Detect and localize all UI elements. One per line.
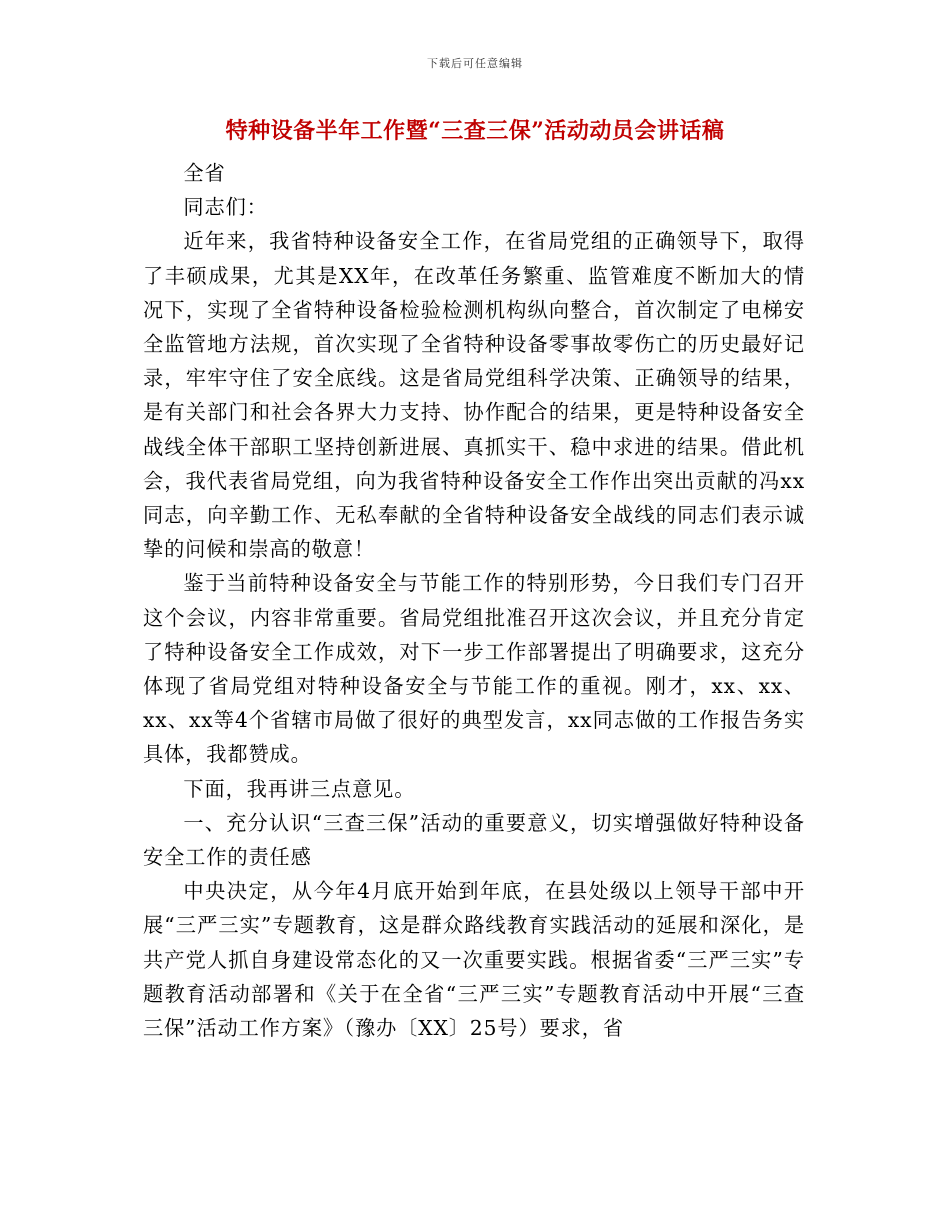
paragraph: 下面，我再讲三点意见。: [183, 776, 416, 801]
paragraph-salutation-2: 同志们：: [183, 195, 268, 220]
document-body: [143, 156, 805, 1045]
section-heading: 一、充分认识“三查三保”活动的重要意义，切实增强做好特种设备安全工作的责任感: [143, 810, 805, 870]
document-title: 特种设备半年工作暨“三查三保”活动动员会讲话稿: [225, 118, 725, 144]
paragraph-salutation-1: 全省: [183, 161, 226, 185]
paragraph: 近年来，我省特种设备安全工作，在省局党组的正确领导下，取得了丰硕成果，尤其是XX年，在改革任务繁重、监管难度不断加大的情况下，实现了全省特种设备检验检测机构纵向整合，首次制定了电梯安全监管地方法规，首次实现了全省特种设备零事故零伤亡的历史最好记录，牢牢守住了安全底线。这是省局党组科学决策、正确领导的结果，是有关部门和社会各界大力支持、协作配合的结果，更是特种设备安全战线全体干部职工坚持创新进展、真抓实干、稳中求进的结果。借此机会，我代表省局党组，向为我省特种设备安全工作作出突出贡献的冯xx同志，向辛勤工作、无私奉献的全省特种设备安全战线的同志们表示诚挚的问候和崇高的敬意！: [143, 229, 805, 562]
paragraph: 鉴于当前特种设备安全与节能工作的特别形势，今日我们专门召开这个会议，内容非常重要。省局党组批准召开这次会议，并且充分肯定了特种设备安全工作成效，对下一步工作部署提出了明确要求，这充分体现了省局党组对特种设备安全与节能工作的重视。刚才，xx、xx、xx、xx等4个省辖市局做了很好的典型发言，xx同志做的工作报告务实具体，我都赞成。: [143, 571, 805, 767]
page-header-note: 下载后可任意编辑: [427, 57, 523, 70]
paragraph: 中央决定，从今年4月底开始到年底，在县处级以上领导干部中开展“三严三实”专题教育，这是群众路线教育实践活动的延展和深化，是共产党人抓自身建设常态化的又一次重要实践。根据省委“三严三实”专题教育活动部署和《关于在全省“三严三实”专题教育活动中开展“三查三保”活动工作方案》（豫办〔XX〕25号）要求，省: [143, 879, 805, 1041]
